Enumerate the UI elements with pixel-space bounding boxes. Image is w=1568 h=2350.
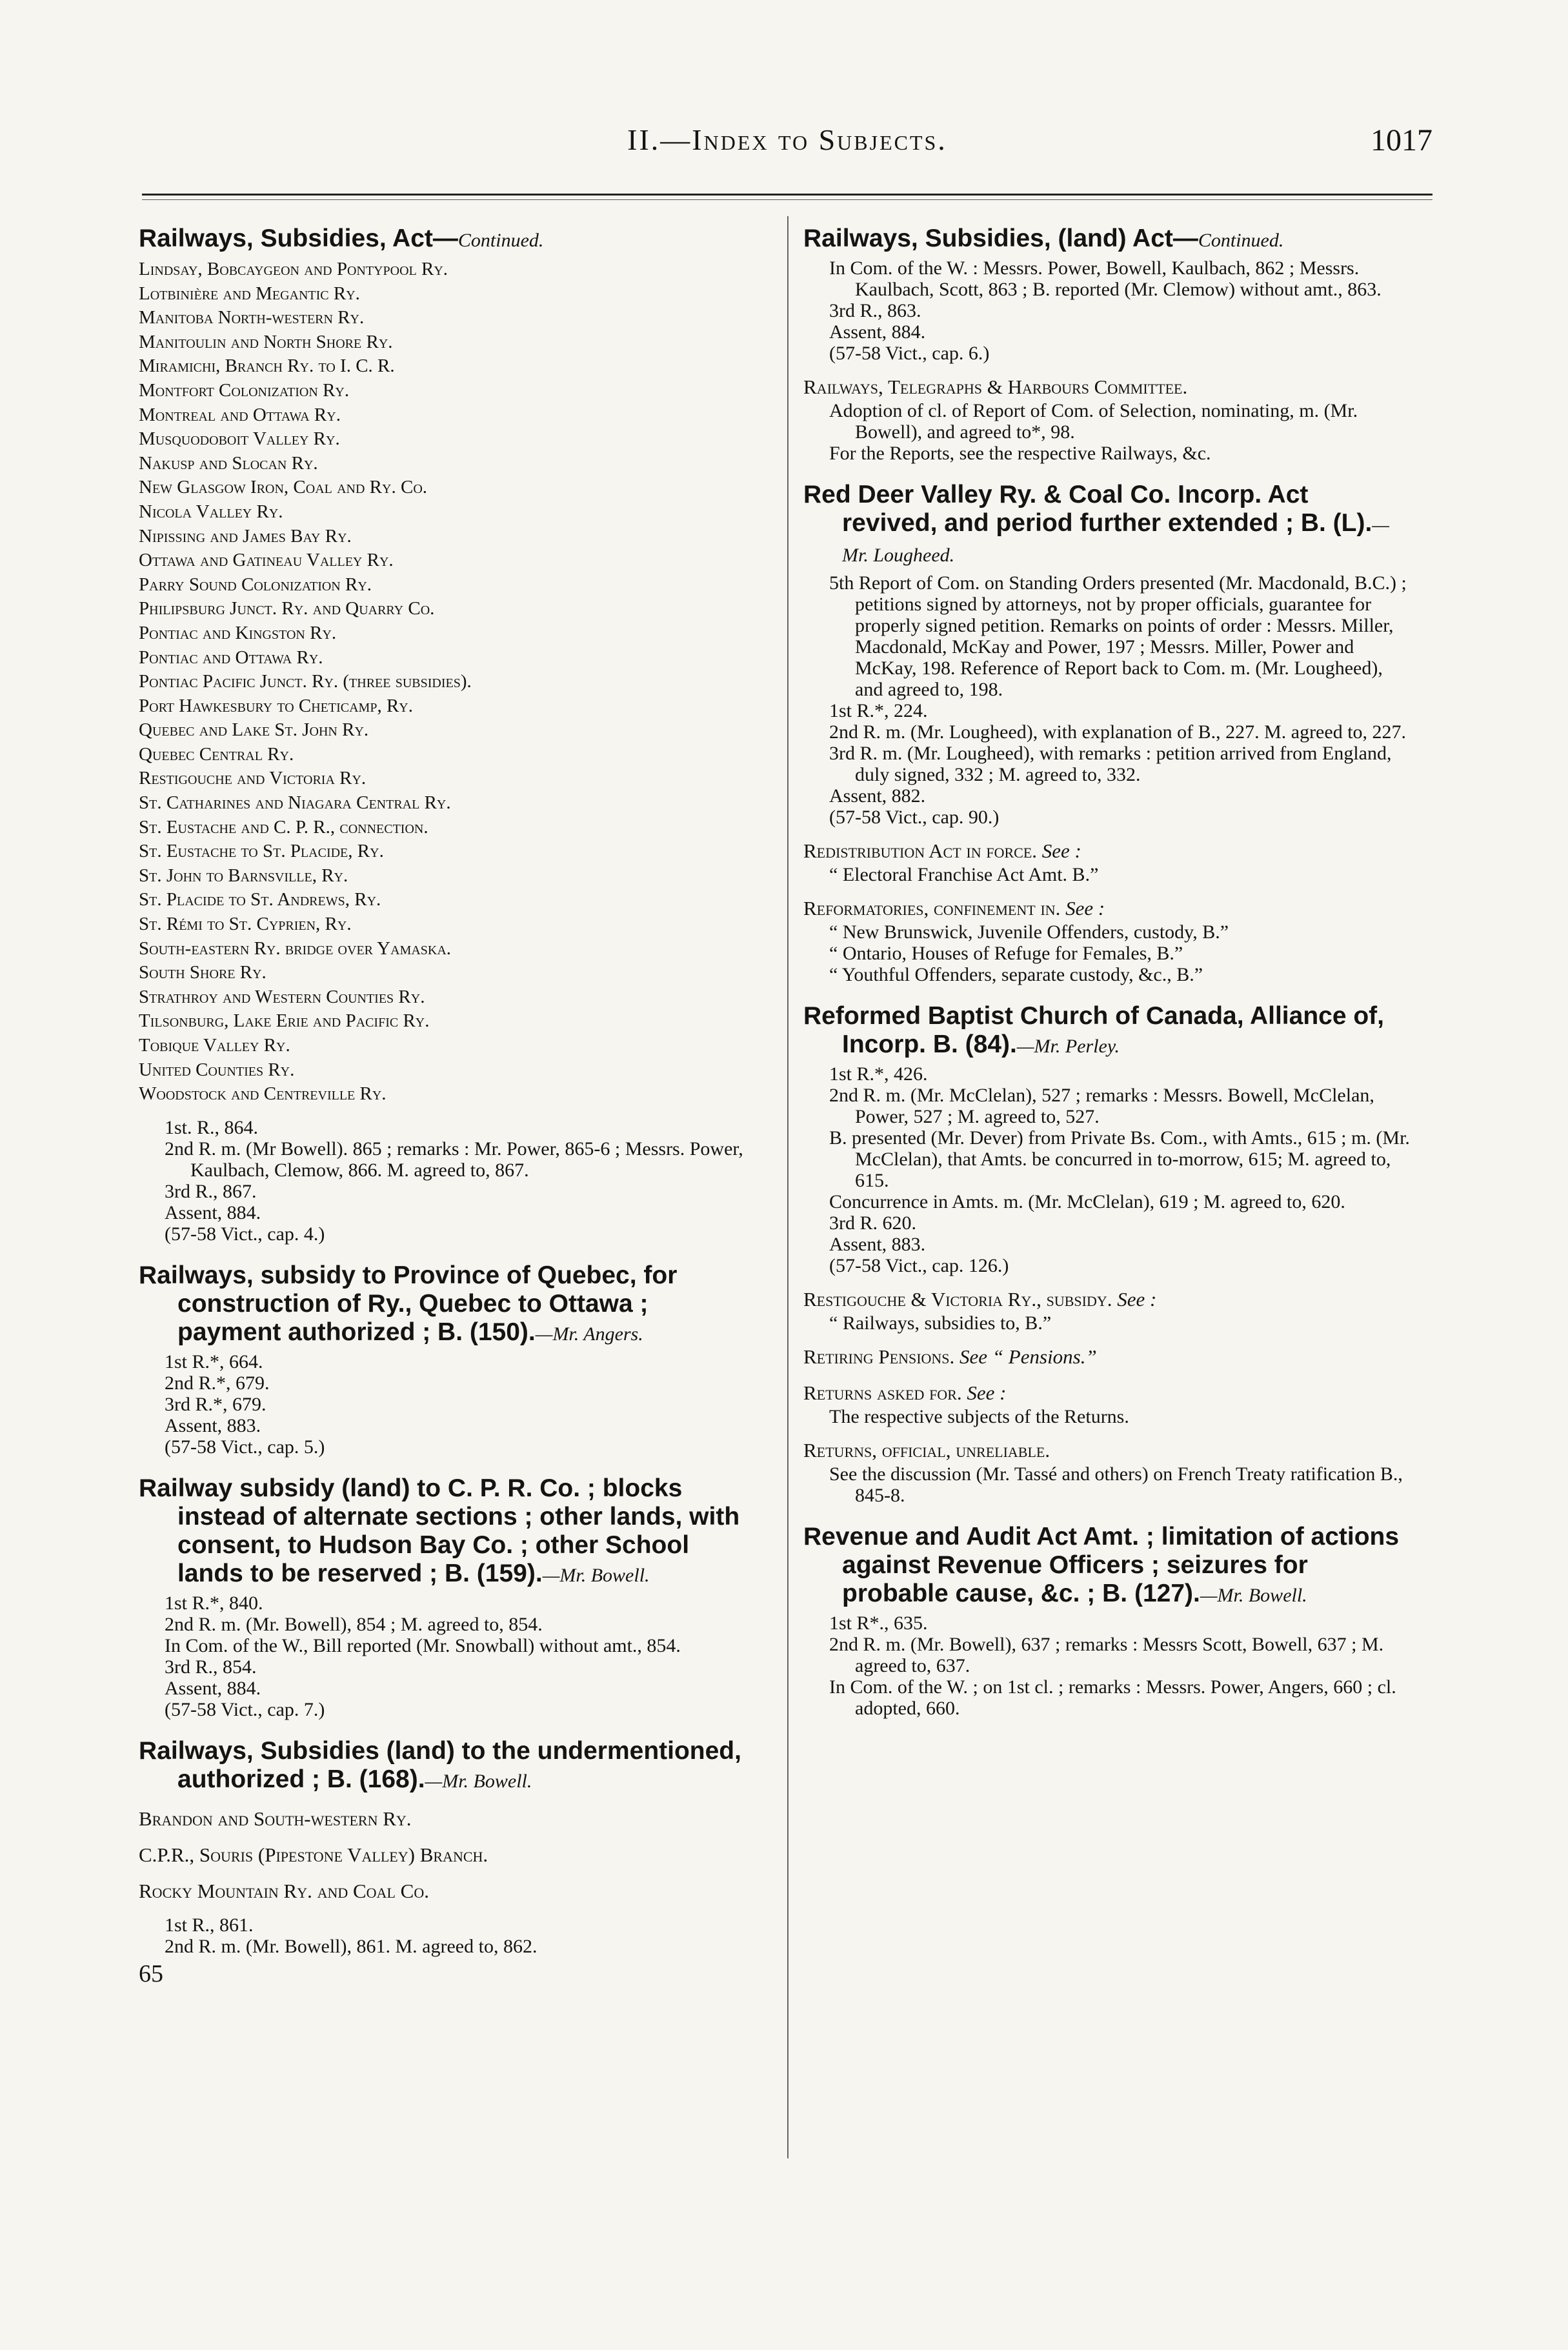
railway-item: Montfort Colonization Ry. (139, 379, 350, 401)
subject-heading: Railways, Telegraphs & Harbours Committee. (803, 376, 1188, 398)
entry-line: 2nd R. m. (Mr. Bowell), 854 ; M. agreed to, 854. (165, 1613, 543, 1635)
entry-line: 2nd R. m. (Mr. Bowell), 637 ; remarks : Messrs Scott, Bowell, 637 ; M. agreed to, 637. (829, 1634, 1384, 1676)
entry-line: (57-58 Vict., cap. 5.) (165, 1436, 325, 1458)
subject-heading: Reformatories, confinement in. See : (803, 897, 1105, 919)
subject-heading: Retiring Pensions. See “ Pensions.” (803, 1345, 1097, 1368)
entry-line: Assent, 884. (165, 1677, 261, 1699)
railway-item: South Shore Ry. (139, 962, 266, 983)
railway-item: Miramichi, Branch Ry. to I. C. R. (139, 356, 395, 377)
railway-item: Montreal and Ottawa Ry. (139, 404, 341, 425)
right-column (803, 225, 1410, 2231)
entry-line: “ Ontario, Houses of Refuge for Females, B.” (829, 943, 1183, 964)
entry-line: 1st R.*, 840. (165, 1592, 263, 1614)
railway-item: Quebec Central Ry. (139, 743, 294, 765)
entry-line: “ Railways, subsidies to, B.” (829, 1312, 1052, 1334)
entry-line: 1st R*., 635. (829, 1612, 928, 1634)
signature-mark: 65 (139, 1960, 163, 1987)
entry-line: 1st R.*, 664. (165, 1351, 263, 1372)
railway-item: United Counties Ry. (139, 1059, 295, 1080)
entry-line: 2nd R. m. (Mr. Lougheed), with explanation of B., 227. M. agreed to, 227. (829, 721, 1407, 743)
entry-line: 3rd R., 854. (165, 1656, 257, 1678)
entry-line: (57-58 Vict., cap. 126.) (829, 1255, 1009, 1276)
railway-item: C.P.R., Souris (Pipestone Valley) Branch. (139, 1843, 488, 1866)
entry-line: 1st R.*, 426. (829, 1063, 928, 1085)
railway-item: Nakusp and Slocan Ry. (139, 452, 318, 474)
railway-item: Tilsonburg, Lake Erie and Pacific Ry. (139, 1010, 430, 1032)
railway-item: New Glasgow Iron, Coal and Ry. Co. (139, 477, 428, 498)
entry-line: 3rd R., 863. (829, 300, 921, 321)
entry-line: Assent, 883. (165, 1414, 261, 1436)
railway-item: Quebec and Lake St. John Ry. (139, 719, 369, 741)
railway-item: St. Rémi to St. Cyprien, Ry. (139, 914, 352, 935)
entry-line: The respective subjects of the Returns. (829, 1406, 1129, 1427)
railway-item: Manitoba North-western Ry. (139, 307, 365, 328)
entry-line: (57-58 Vict., cap. 7.) (165, 1698, 325, 1720)
railway-item: Lindsay, Bobcaygeon and Pontypool Ry. (139, 259, 448, 279)
railway-item: Pontiac and Kingston Ry. (139, 622, 337, 643)
entry-line: Adoption of cl. of Report of Com. of Selection, nominating, m. (Mr. Bowell), and agreed to*, 98. (829, 400, 1358, 443)
header-rule (142, 194, 1432, 200)
railway-item: South-eastern Ry. bridge over Yamaska. (139, 938, 452, 959)
page-header (142, 123, 1432, 174)
running-head: II.—Index to Subjects. (627, 123, 947, 156)
railway-item: St. John to Barnsville, Ry. (139, 865, 348, 886)
entry-heading: Railways, Subsidies (land) to the undermentioned, authorized ; B. (168).—Mr. Bowell. (139, 1736, 741, 1793)
railway-item: Rocky Mountain Ry. and Coal Co. (139, 1879, 429, 1902)
railway-item: Restigouche and Victoria Ry. (139, 768, 367, 789)
entry-line: For the Reports, see the respective Railways, &c. (829, 443, 1211, 464)
subject-heading: Redistribution Act in force. See : (803, 839, 1081, 862)
entry-line: Assent, 883. (829, 1234, 926, 1255)
entry-line: (57-58 Vict., cap. 90.) (829, 807, 1000, 828)
entry-line: 3rd R. m. (Mr. Lougheed), with remarks : petition arrived from England, duly signed, 332 ; M. agreed to, 332. (829, 743, 1392, 785)
entry-line: Assent, 882. (829, 785, 926, 807)
entry-heading: Railway subsidy (land) to C. P. R. Co. ; blocks instead of alternate sections ; other lands, with consent, to Hudson Bay Co. ; other School lands to be reserved ; B. (159).—Mr. Bowell. (139, 1474, 740, 1587)
railway-item: Musquodoboit Valley Ry. (139, 428, 340, 450)
entry-line: Concurrence in Amts. m. (Mr. McClelan), 619 ; M. agreed to, 620. (829, 1191, 1345, 1212)
entry-line: “ Youthful Offenders, separate custody, &c., B.” (829, 964, 1203, 985)
entry-line: 3rd R.*, 679. (165, 1393, 266, 1415)
entry-line: “ Electoral Franchise Act Amt. B.” (829, 864, 1099, 885)
left-column (139, 225, 745, 2231)
entry-line: In Com. of the W. : Messrs. Power, Bowell, Kaulbach, 862 ; Messrs. Kaulbach, Scott, 863 ; B. reported (Mr. Clemow) without amt., 863. (829, 257, 1382, 300)
entry-line: 2nd R. m. (Mr. McClelan), 527 ; remarks : Messrs. Bowell, McClelan, Power, 527 ; M. agreed to, 527. (829, 1085, 1374, 1127)
railway-item: Pontiac Pacific Junct. Ry. (three subsidies). (139, 671, 472, 692)
railway-item: St. Eustache and C. P. R., connection. (139, 816, 428, 838)
railway-item: Tobique Valley Ry. (139, 1035, 290, 1056)
entry-heading: Revenue and Audit Act Amt. ; limitation of actions against Revenue Officers ; seizures for probable cause, &c. ; B. (127).—Mr. Bowell. (803, 1523, 1400, 1607)
entry-line: 1st. R., 864. (165, 1116, 259, 1138)
railway-item: Lotbinière and Megantic Ry. (139, 283, 360, 304)
railway-item: Woodstock and Centreville Ry. (139, 1083, 387, 1105)
entry-line: B. presented (Mr. Dever) from Private Bs. Com., with Amts., 615 ; m. (Mr. McClelan), that Amts. be concurred in to-morrow, 615; M. agreed to, 615. (829, 1127, 1410, 1191)
entry-line: In Com. of the W., Bill reported (Mr. Snowball) without amt., 854. (165, 1634, 681, 1656)
entry-line: 1st R.*, 224. (829, 700, 928, 721)
entry-line: 5th Report of Com. on Standing Orders presented (Mr. Macdonald, B.C.) ; petitions signed by attorneys, not by proper officials, guarantee for properly signed petition. Remarks on points of order : Messrs. Miller, Macdonald, McKay and Power, 197 ; Messrs. Miller, Power and McKay, 198. Reference of Report back to Com. m. (Mr. Lougheed), and agreed to, 198. (829, 572, 1407, 700)
entry-line: 3rd R., 867. (165, 1180, 257, 1202)
entry-line: 2nd R.*, 679. (165, 1372, 270, 1394)
railway-item: Pontiac and Ottawa Ry. (139, 647, 323, 668)
railway-item: Philipsburg Junct. Ry. and Quarry Co. (139, 598, 435, 619)
railway-item: St. Catharines and Niagara Central Ry. (139, 792, 451, 814)
entry-line: 3rd R. 620. (829, 1212, 916, 1234)
entry-line: (57-58 Vict., cap. 6.) (829, 343, 990, 364)
entry-line: 2nd R. m. (Mr Bowell). 865 ; remarks : Mr. Power, 865-6 ; Messrs. Power, Kaulbach, Clemow, 866. M. agreed to, 867. (165, 1138, 743, 1181)
entry-line: 2nd R. m. (Mr. Bowell), 861. M. agreed to, 862. (165, 1935, 538, 1957)
entry-line: See the discussion (Mr. Tassé and others) on French Treaty ratification B., 845-8. (829, 1463, 1403, 1506)
entry-line: “ New Brunswick, Juvenile Offenders, custody, B.” (829, 921, 1229, 943)
railway-list (139, 257, 745, 1107)
entry-heading: Red Deer Valley Ry. & Coal Co. Incorp. Act revived, and period further extended ; B. (L).—Mr. Lougheed. (803, 481, 1389, 566)
railway-item: Port Hawkesbury to Cheticamp, Ry. (139, 695, 413, 716)
railway-item: St. Eustache to St. Placide, Ry. (139, 841, 384, 862)
railway-item: Nipissing and James Bay Ry. (139, 525, 352, 547)
entry-line: 1st R., 861. (165, 1914, 254, 1936)
entry-line: In Com. of the W. ; on 1st cl. ; remarks : Messrs. Power, Angers, 660 ; cl. adopted, 660. (829, 1676, 1396, 1719)
railway-item: Manitoulin and North Shore Ry. (139, 331, 393, 352)
railway-item: Ottawa and Gatineau Valley Ry. (139, 550, 394, 571)
railway-item: St. Placide to St. Andrews, Ry. (139, 889, 381, 910)
entry-heading: Railways, Subsidies, (land) Act—Continued. (803, 225, 1284, 252)
entry-line: Assent, 884. (165, 1201, 261, 1223)
railway-item: Parry Sound Colonization Ry. (139, 574, 372, 595)
entry-heading: Railways, subsidy to Province of Quebec, for construction of Ry., Quebec to Ottawa ; payment authorized ; B. (150).—Mr. Angers. (139, 1261, 678, 1346)
subject-heading: Returns asked for. See : (803, 1381, 1007, 1404)
page-number: 1017 (1371, 123, 1432, 157)
subject-heading: Restigouche & Victoria Ry., subsidy. See : (803, 1288, 1157, 1311)
railway-item: Brandon and South-western Ry. (139, 1807, 412, 1830)
entry-heading: Railways, Subsidies, Act—Continued. (139, 225, 544, 252)
entry-line: Assent, 884. (829, 321, 926, 343)
entry-heading: Reformed Baptist Church of Canada, Alliance of, Incorp. B. (84).—Mr. Perley. (803, 1002, 1385, 1058)
railway-item: Nicola Valley Ry. (139, 501, 283, 522)
subject-heading: Returns, official, unreliable. (803, 1439, 1050, 1461)
railway-item: Strathroy and Western Counties Ry. (139, 986, 425, 1007)
entry-line: (57-58 Vict., cap. 4.) (165, 1223, 325, 1245)
column-divider (787, 216, 789, 2158)
